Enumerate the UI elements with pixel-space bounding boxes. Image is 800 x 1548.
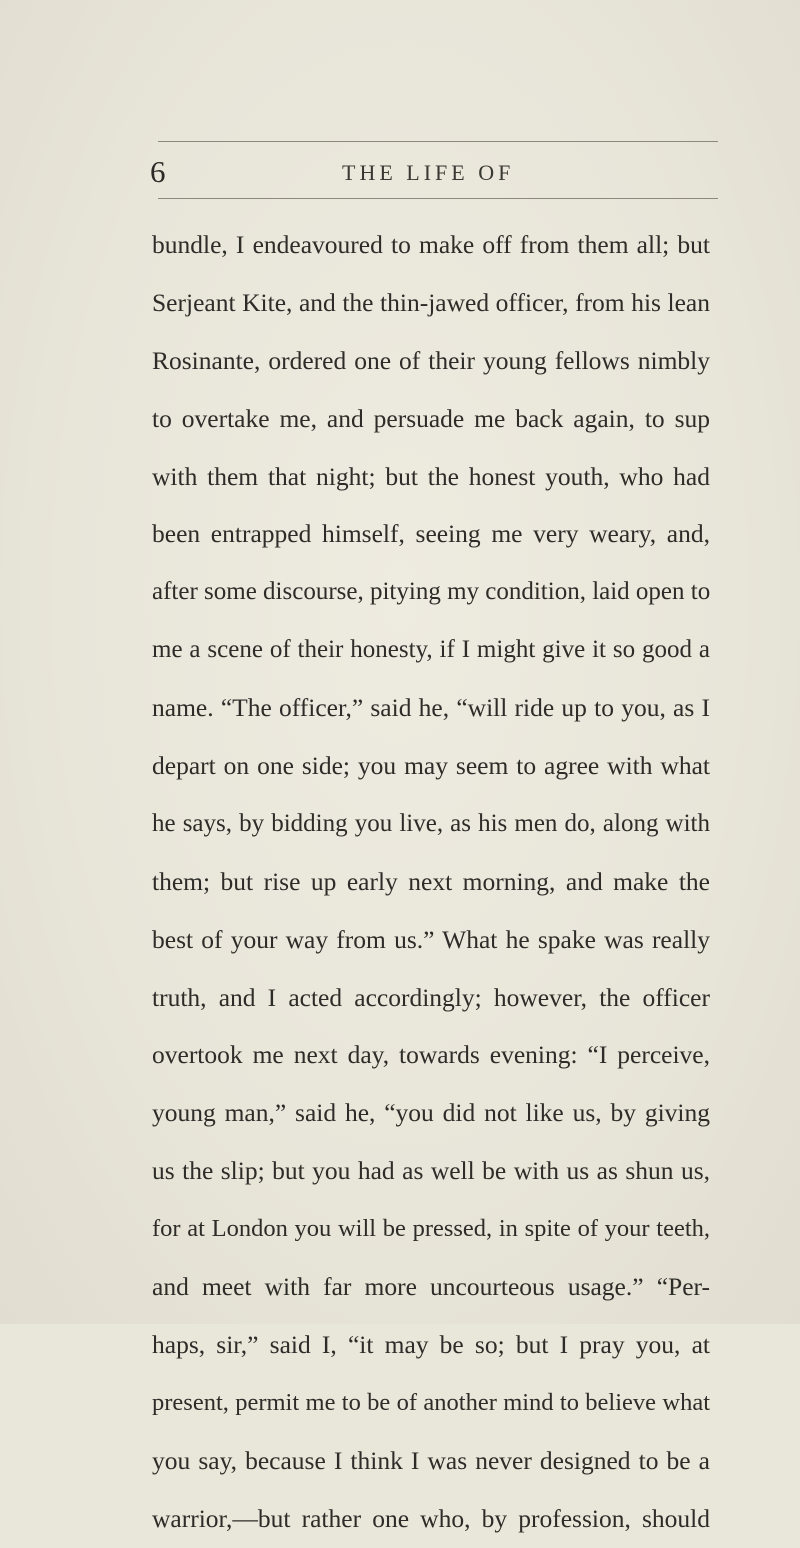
text-line: them; but rise up early next morning, and make the xyxy=(152,866,710,896)
text-line: you say, because I think I was never designed to be a xyxy=(152,1445,710,1475)
page-header xyxy=(150,154,728,192)
header-rule-bottom xyxy=(158,198,718,199)
text-line: been entrapped himself, seeing me very weary, and, xyxy=(152,519,710,549)
text-line: Serjeant Kite, and the thin-jawed officer, from his lean xyxy=(152,287,710,317)
text-line: bundle, I endeavoured to make off from them all; but xyxy=(152,230,710,259)
text-line: to overtake me, and persuade me back again, to sup xyxy=(152,403,710,433)
text-line: for at London you will be pressed, in spite of your teeth, xyxy=(152,1215,710,1243)
text-line: truth, and I acted accordingly; however, the officer xyxy=(152,982,710,1012)
text-line: us the slip; but you had as well be with us as shun us, xyxy=(152,1156,710,1186)
running-title: THE LIFE OF xyxy=(342,160,515,185)
body-text xyxy=(152,216,710,1547)
text-line: warrior,—but rather one who, by profession, should xyxy=(152,1503,710,1533)
text-line: he says, by bidding you live, as his men do, along with xyxy=(152,809,710,837)
text-line: Rosinante, ordered one of their young fellows nimbly xyxy=(152,345,710,375)
text-line: me a scene of their honesty, if I might give it so good a xyxy=(152,636,710,664)
text-line: after some discourse, pitying my condition, laid open to xyxy=(152,578,711,606)
page-number: 6 xyxy=(150,154,166,189)
text-line: name. “The officer,” said he, “will ride up to you, as I xyxy=(152,693,710,723)
text-line: with them that night; but the honest youth, who had xyxy=(152,461,710,491)
text-line: best of your way from us.” What he spake was really xyxy=(152,924,710,954)
text-line: overtook me next day, towards evening: “I perceive, xyxy=(152,1040,710,1070)
text-line: present, permit me to be of another mind to believe what xyxy=(152,1388,710,1416)
header-rule-top xyxy=(158,141,718,142)
text-line: haps, sir,” said I, “it may be so; but I pray you, at xyxy=(152,1329,710,1359)
text-line: young man,” said he, “you did not like us, by giving xyxy=(152,1098,710,1128)
text-line: depart on one side; you may seem to agree with what xyxy=(152,751,710,781)
text-line: and meet with far more uncourteous usage.” “Per- xyxy=(152,1272,710,1302)
